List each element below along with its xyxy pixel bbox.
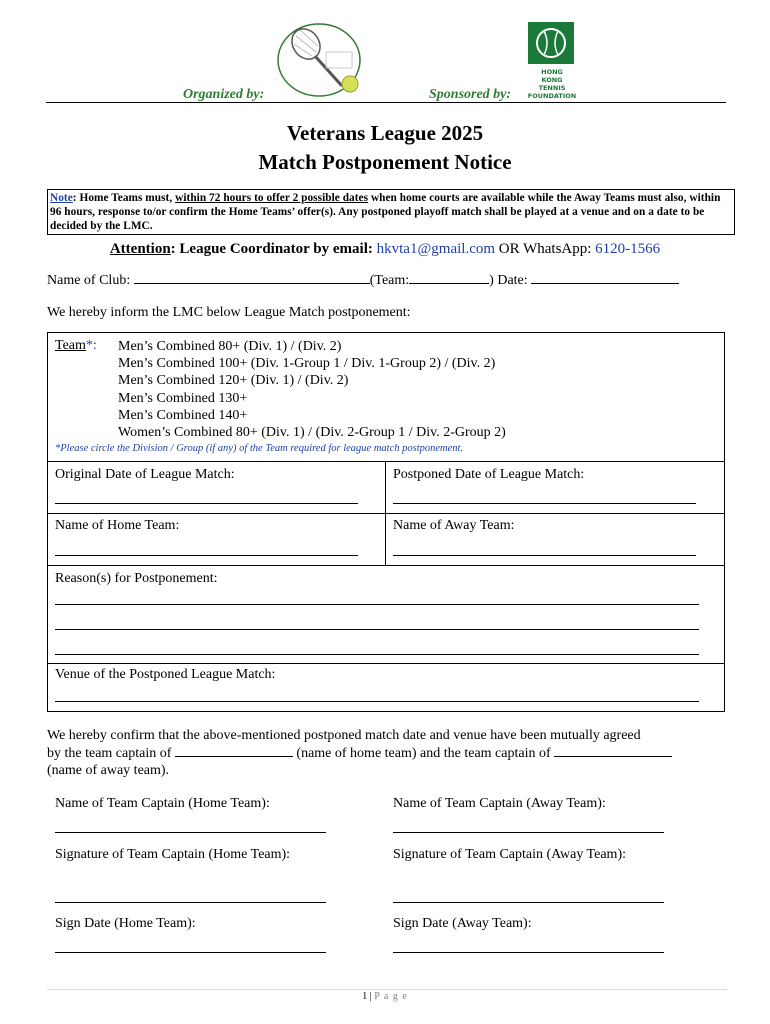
away-team-label: Name of Away Team:	[393, 518, 515, 533]
reasons-field-line[interactable]	[55, 604, 699, 605]
team-option[interactable]: Men’s Combined 100+ (Div. 1-Group 1 / Div. 1-Group 2) / (Div. 2)	[118, 356, 496, 372]
note-underlined: within 72 hours to offer 2 possible dates	[175, 192, 369, 204]
sponsor-logo-text-1: HONG	[541, 68, 563, 76]
away-sign-date-field[interactable]	[393, 952, 664, 953]
reasons-field-line[interactable]	[55, 654, 699, 655]
column-divider	[385, 461, 386, 565]
team-option[interactable]: Men’s Combined 120+ (Div. 1) / (Div. 2)	[118, 373, 349, 389]
attention-or: OR WhatsApp:	[495, 241, 596, 257]
team-close-paren: )	[489, 273, 494, 288]
original-date-field[interactable]	[55, 503, 358, 504]
attention-line	[0, 241, 770, 258]
away-captain-field[interactable]	[393, 832, 664, 833]
header-divider	[46, 102, 726, 103]
organizer-logo	[276, 22, 362, 100]
confirm-line-2b: (name of home team) and the team captain of	[292, 745, 555, 761]
sponsor-logo-text-4: FOUNDATION	[527, 92, 577, 100]
document-subtitle: Match Postponement Notice	[258, 150, 512, 174]
home-captain-field[interactable]	[55, 832, 326, 833]
note-label: Note	[50, 192, 73, 204]
home-captain-label: Name of Team Captain (Home Team):	[55, 796, 270, 811]
original-date-label: Original Date of League Match:	[55, 467, 235, 482]
confirm-line-2a: by the team captain of	[47, 745, 175, 761]
postponed-date-field[interactable]	[393, 503, 696, 504]
team-field-label: Team	[55, 338, 86, 353]
venue-field[interactable]	[55, 701, 699, 702]
away-captain-label: Name of Team Captain (Away Team):	[393, 796, 606, 811]
sponsored-by-label: Sponsored by:	[429, 87, 512, 102]
sponsor-logo-text-3: TENNIS	[538, 84, 566, 92]
away-captain-team-field[interactable]	[554, 756, 672, 757]
date-field[interactable]	[531, 283, 679, 284]
coordinator-email[interactable]: hkvta1@gmail.com	[376, 241, 496, 257]
club-name-field[interactable]	[134, 283, 370, 284]
home-team-label: Name of Home Team:	[55, 518, 180, 533]
team-options	[118, 338, 506, 441]
team-star: *:	[85, 338, 97, 353]
reasons-label: Reason(s) for Postponement:	[55, 571, 218, 586]
coordinator-phone[interactable]: 6120-1566	[595, 241, 661, 257]
home-team-field[interactable]	[55, 555, 358, 556]
home-captain-team-field[interactable]	[175, 756, 293, 757]
team-option[interactable]: Men’s Combined 80+ (Div. 1) / (Div. 2)	[118, 339, 342, 354]
document-title: Veterans League 2025	[286, 121, 484, 145]
away-signature-label: Signature of Team Captain (Away Team):	[393, 847, 627, 862]
club-line	[47, 273, 679, 289]
postponed-date-label: Postponed Date of League Match:	[393, 467, 585, 482]
reasons-field-line[interactable]	[55, 629, 699, 630]
row-divider	[47, 461, 725, 462]
page-footer	[0, 991, 770, 1002]
sponsor-logo-text-2: KONG	[541, 76, 563, 84]
team-option[interactable]: Women’s Combined 80+ (Div. 1) / (Div. 2-Group 1 / Div. 2-Group 2)	[118, 425, 506, 441]
away-sign-date-label: Sign Date (Away Team):	[393, 916, 532, 931]
away-team-field[interactable]	[393, 555, 696, 556]
team-label-block	[55, 338, 97, 354]
row-divider	[47, 565, 725, 566]
attention-label: Attention	[109, 241, 171, 257]
team-name-field[interactable]	[409, 283, 489, 284]
inform-text: We hereby inform the LMC below League Match postponement:	[47, 305, 411, 320]
row-divider	[47, 663, 725, 664]
attention-text: : League Coordinator by email:	[170, 241, 377, 257]
confirm-line-3: (name of away team).	[47, 763, 170, 778]
confirm-text	[47, 727, 737, 780]
organized-by-label: Organized by:	[183, 87, 265, 102]
date-label: Date:	[497, 273, 528, 288]
club-label: Name of Club:	[47, 273, 131, 288]
team-option[interactable]: Men’s Combined 130+	[118, 390, 248, 406]
page-sep: |	[367, 991, 375, 1002]
note-box	[47, 189, 735, 235]
note-text-2: when home courts are available while the Away Teams must also, within 96 hours, response to/or confirm the Home Teams’ offer(s). Any postponed playoff match shall be played at a venue and on a date to be decided by the LMC.	[50, 192, 721, 232]
sponsor-logo	[526, 22, 578, 102]
home-sign-date-label: Sign Date (Home Team):	[55, 916, 196, 931]
home-signature-label: Signature of Team Captain (Home Team):	[55, 847, 291, 862]
page-number: 1	[362, 991, 368, 1002]
home-signature-field[interactable]	[55, 902, 326, 903]
team-footnote: *Please circle the Division / Group (if any) of the Team required for league match postponement.	[55, 443, 464, 454]
row-divider	[47, 513, 725, 514]
sponsor-logo-mark	[528, 22, 574, 64]
note-text-1: : Home Teams must,	[72, 192, 176, 204]
footer-divider	[47, 989, 727, 990]
team-option[interactable]: Men’s Combined 140+	[118, 407, 248, 423]
home-sign-date-field[interactable]	[55, 952, 326, 953]
away-signature-field[interactable]	[393, 902, 664, 903]
team-label: (Team:	[369, 273, 410, 288]
confirm-line-1: We hereby confirm that the above-mentioned postponed match date and venue have been mutually agreed	[47, 728, 641, 743]
page-word: P a g e	[374, 991, 408, 1002]
venue-label: Venue of the Postponed League Match:	[55, 667, 276, 682]
